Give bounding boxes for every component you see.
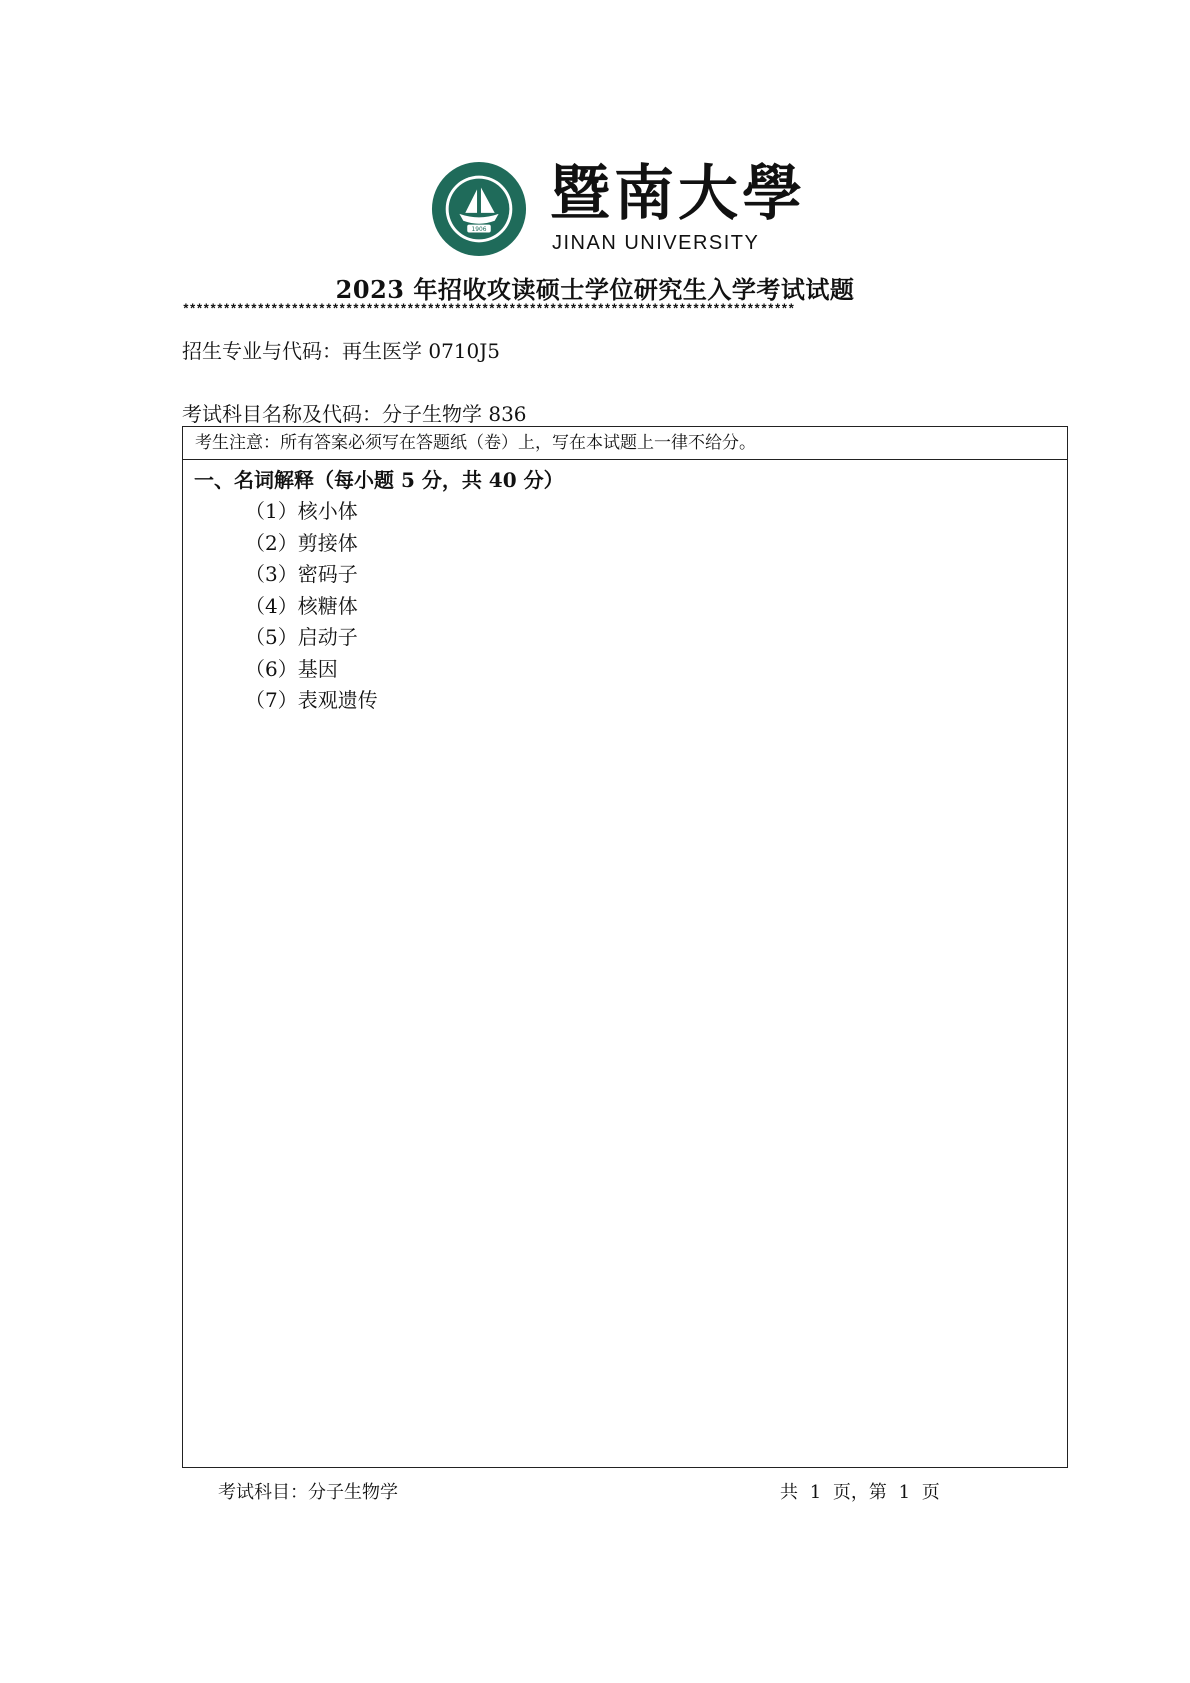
footer-page-count: 共 1 页，第 1 页 [780, 1482, 940, 1503]
exam-title: 2023 年招收攻读硕士学位研究生入学考试试题 [335, 275, 855, 304]
section-title: 一、名词解释（每小题 5 分，共 40 分） [194, 468, 564, 492]
question-item: （2）剪接体 [245, 530, 358, 555]
question-list [245, 496, 1067, 717]
question-item: （1）核小体 [245, 499, 358, 523]
svg-text:1906: 1906 [471, 227, 487, 234]
question-item: （4）核糖体 [245, 593, 358, 618]
question-item: （3）密码子 [245, 562, 358, 586]
question-item: （5）启动子 [245, 625, 358, 649]
question-item: （7）表观遗传 [245, 688, 378, 712]
university-logo [430, 159, 806, 260]
university-seal-icon [430, 160, 528, 258]
major-code-line: 招生专业与代码：再生医学 0710J5 [182, 339, 500, 363]
subject-code-line: 考试科目名称及代码：分子生物学 836 [182, 402, 527, 426]
candidate-notice: 考生注意：所有答案必须写在答题纸（卷）上，写在本试题上一律不给分。 [183, 427, 1067, 460]
exam-content-box [182, 426, 1068, 1468]
logo-english-name: JINAN UNIVERSITY [552, 232, 760, 254]
star-divider: ****************************************************************************************** [182, 302, 795, 317]
footer-subject: 考试科目：分子生物学 [218, 1482, 398, 1503]
question-item: （6）基因 [245, 656, 338, 681]
logo-chinese-name: 暨南大學 [550, 159, 806, 229]
